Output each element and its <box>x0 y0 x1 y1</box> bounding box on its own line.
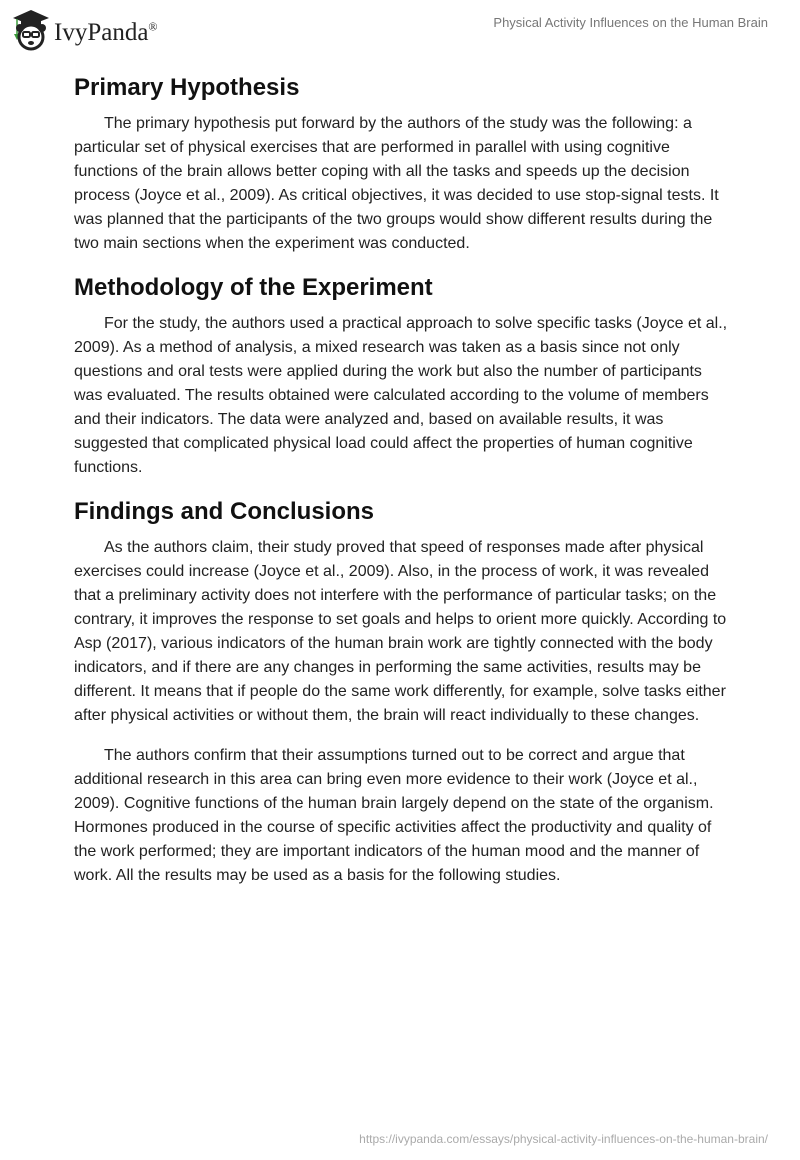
registered-mark: ® <box>148 19 158 34</box>
page-header <box>0 0 800 60</box>
ivypanda-logo[interactable] <box>12 8 158 52</box>
source-url[interactable]: https://ivypanda.com/essays/physical-activity-influences-on-the-human-brain/ <box>359 1132 768 1146</box>
section-findings <box>74 496 734 888</box>
section-methodology <box>74 272 734 480</box>
essay-content <box>74 72 734 904</box>
logo-text: IvyPanda <box>54 19 149 46</box>
paragraph: The authors confirm that their assumptions turned out to be correct and argue that additional research in this area can bring even more evidence to their work (Joyce et al., 2009). Cognitive functions of the human brain largely depend on the state of the organism. Hormones produced in the course of specific activities affect the productivity and quality of the work performed; they are important indicators of the human mood and the manner of work. All the results may be used as a basis for the following studies. <box>74 747 714 884</box>
section-primary-hypothesis <box>74 72 734 256</box>
panda-graduate-icon <box>12 8 50 52</box>
document-title: Physical Activity Influences on the Human Brain <box>493 15 768 30</box>
paragraph: The primary hypothesis put forward by the authors of the study was the following: a particular set of physical exercises that are performed in parallel with using cognitive functions of the brain allows better coping with all the tasks and speeds up the decision process (Joyce et al., 2009). As critical objectives, it was decided to use stop-signal tests. It was planned that the participants of the two groups would show different results during the two main sections when the experiment was conducted. <box>74 115 719 252</box>
paragraph: For the study, the authors used a practical approach to solve specific tasks (Joyce et al., 2009). As a method of analysis, a mixed research was taken as a basis since not only questions and oral tests were applied during the work but also the number of participants was evaluated. The results obtained were calculated according to the volume of members and their indicators. The data were analyzed and, based on available results, it was suggested that complicated physical load could affect the properties of human cognitive functions. <box>74 315 728 476</box>
section-heading: Primary Hypothesis <box>74 74 300 101</box>
paragraph: As the authors claim, their study proved that speed of responses made after physical exercises could increase (Joyce et al., 2009). Also, in the process of work, it was revealed that a preliminary activity does not interfere with the performance of particular tasks; on the contrary, it improves the response to set goals and helps to orient more quickly. According to Asp (2017), various indicators of the human brain work are tightly connected with the body indicators, and if there are any changes in performing the same activities, results may be different. It means that if people do the same work differently, for example, solve tasks either after physical activities or without them, the brain will react individually to these changes. <box>74 539 727 724</box>
section-heading: Methodology of the Experiment <box>74 274 433 301</box>
section-heading: Findings and Conclusions <box>74 498 374 525</box>
